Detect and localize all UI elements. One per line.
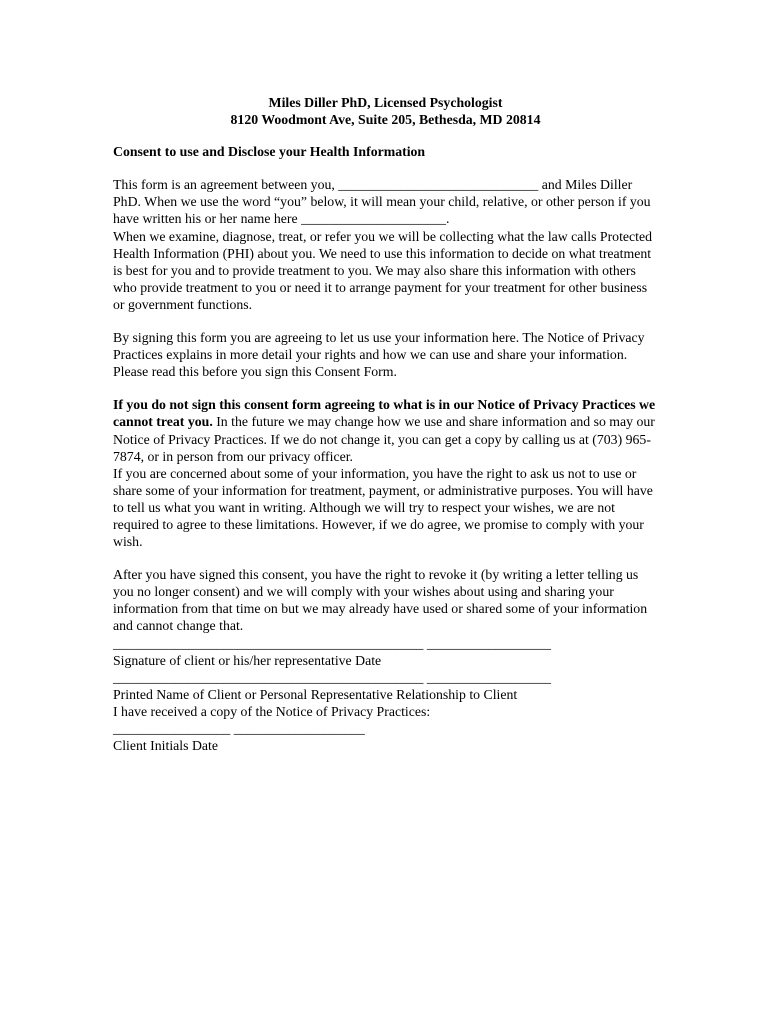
- signature-label: Signature of client or his/her representative Date: [113, 652, 382, 668]
- initials-label: Client Initials Date: [113, 738, 218, 754]
- initials-line: _________________ ___________________: [113, 721, 365, 736]
- restriction-paragraph: If you are concerned about some of your information, you have the right to ask us not to use or share some of your information for treatment, payment, or administrative purposes. You will have to tell us what you want in writing. Although we will try to respect your wishes, we are not required to agree to these limitations. However, if we do agree, we promise to comply with your wish.: [113, 465, 653, 550]
- printed-name-label: Printed Name of Client or Personal Representative Relationship to Client: [113, 686, 518, 702]
- letterhead: [113, 94, 658, 128]
- signature-line: _____________________________________________ __________________: [113, 635, 552, 651]
- consent-warning: If you do not sign this consent form agreeing to what is in our Notice of Privacy Practices we cannot treat you.: [113, 397, 656, 430]
- printed-name-line: _____________________________________________ __________________: [113, 669, 552, 685]
- practitioner-name: Miles Diller PhD, Licensed Psychologist: [268, 95, 503, 110]
- form-subject: Consent to use and Disclose your Health Information: [113, 144, 426, 160]
- phi-paragraph: When we examine, diagnose, treat, or refer you we will be collecting what the law calls Protected Health Information (PHI) about you. We need to use this information to decide on what treatment is best for you and to provide treatment to you. We may also share this information with others who provide treatment to you or need it to arrange payment for your treatment for other business or government functions.: [113, 228, 653, 312]
- practice-address: 8120 Woodmont Ave, Suite 205, Bethesda, MD 20814: [230, 112, 541, 128]
- revoke-paragraph: After you have signed this consent, you have the right to revoke it (by writing a letter telling us you no longer consent) and we will comply with your wishes about using and sharing your information from that time on but we may already have used or shared some of your information and cannot change that.: [113, 567, 648, 634]
- agreement-paragraph: This form is an agreement between you, _____________________________ and Miles Diller PhD. When we use the word “you” below, it will mean your child, relative, or other person if you have written his or her name here _____________________.: [113, 177, 651, 227]
- notice-received-statement: I have received a copy of the Notice of Privacy Practices:: [113, 703, 431, 719]
- consent-details: In the future we may change how we use and share information and so may our Notice of Privacy Practices. If we do not change it, you can get a copy by calling us at (703) 965-7874, or in person from our privacy officer.: [113, 414, 655, 464]
- consent-paragraph: [113, 396, 658, 464]
- consent-form-document: [113, 94, 658, 754]
- notice-paragraph: By signing this form you are agreeing to let us use your information here. The Notice of Privacy Practices explains in more detail your rights and how we can use and share your information. Please read this before you sign this Consent Form.: [113, 330, 645, 380]
